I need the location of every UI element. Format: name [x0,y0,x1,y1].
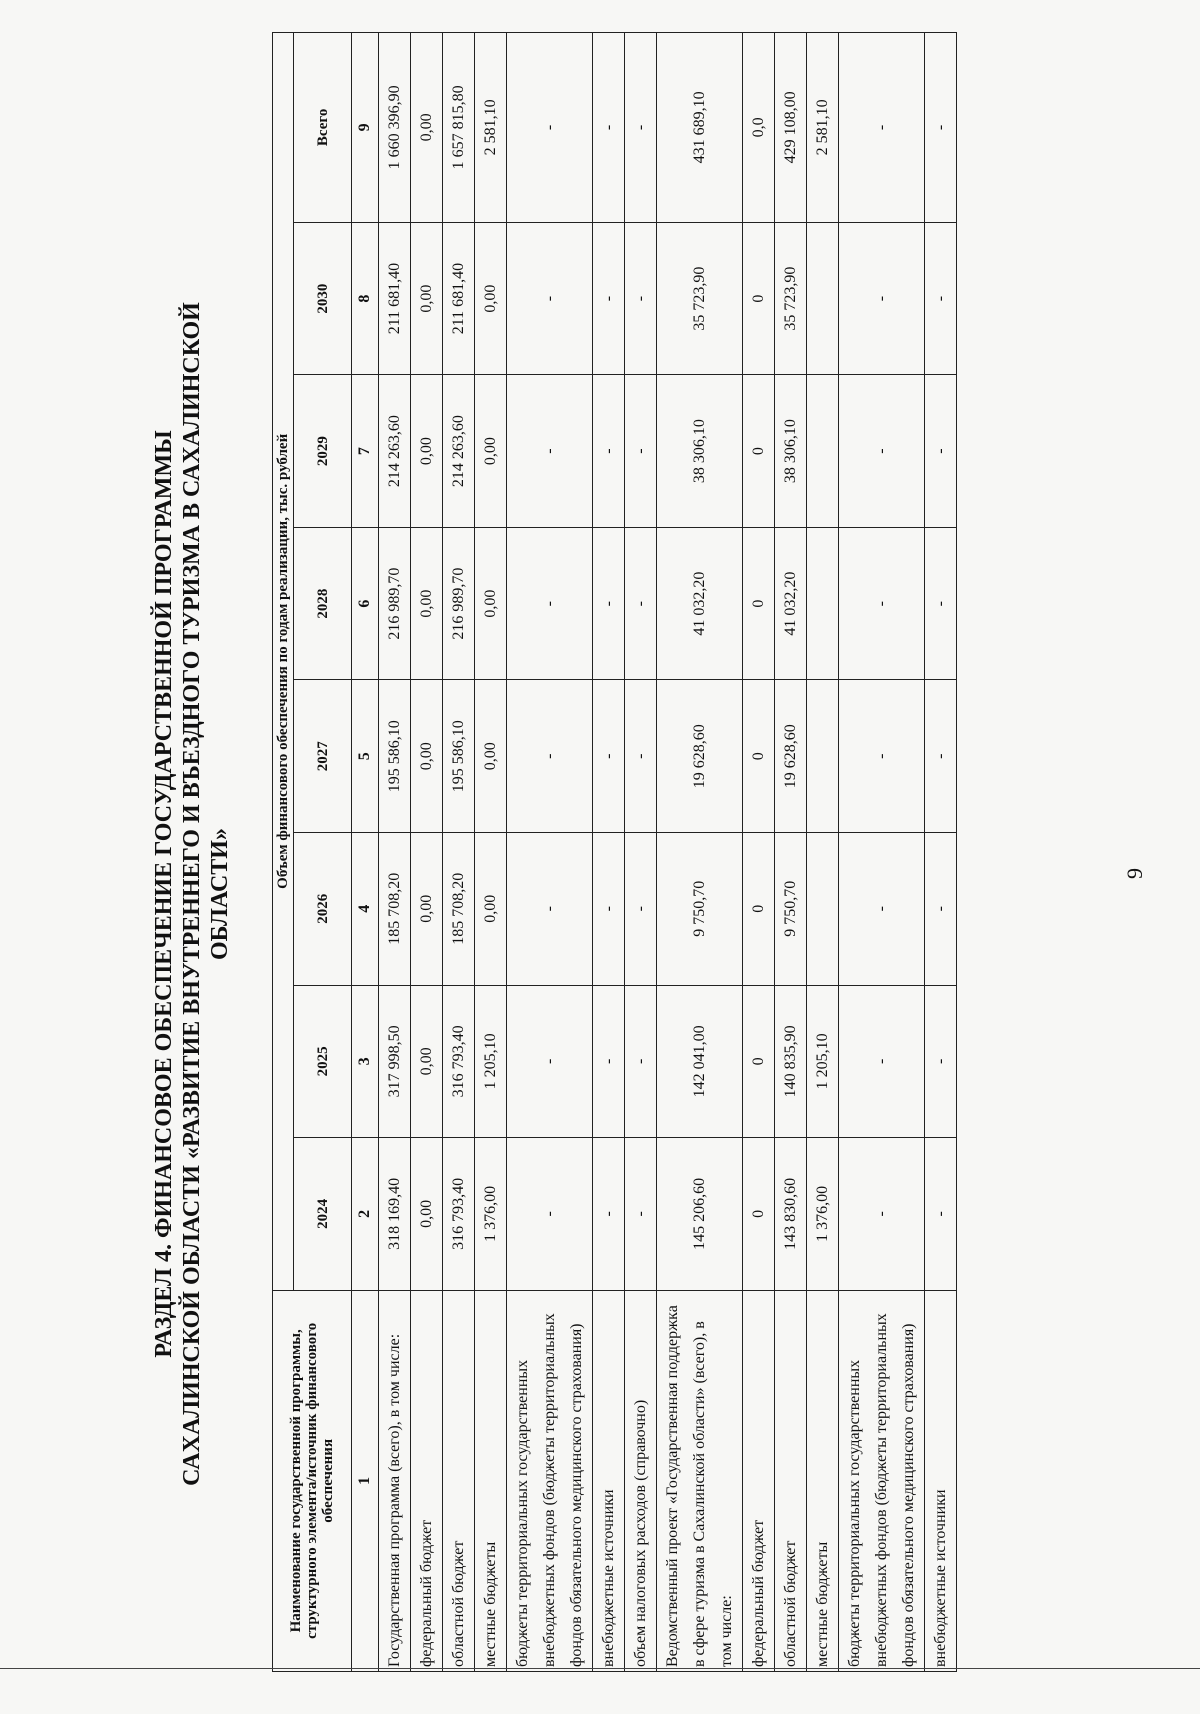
column-number: 8 [352,222,379,375]
value-cell: 38 306,10 [775,375,807,528]
value-cell: 211 681,40 [379,222,411,375]
value-cell: 0,00 [475,375,507,528]
column-number: 6 [352,527,379,680]
column-number: 2 [352,1138,379,1291]
value-cell: - [925,375,957,528]
value-cell [807,375,839,528]
value-cell: - [925,985,957,1138]
value-cell: - [593,375,625,528]
value-cell: 216 989,70 [443,527,475,680]
value-cell: - [593,985,625,1138]
value-cell: 0,00 [411,222,443,375]
value-cell: 0,00 [411,375,443,528]
table-row [625,33,657,1672]
row-name-cell: внебюджетные источники [925,1290,957,1671]
value-cell: 0 [743,985,775,1138]
value-cell: 1 205,10 [475,985,507,1138]
financing-table [272,32,957,1672]
heading-line-2: САХАЛИНСКОЙ ОБЛАСТИ «РАЗВИТИЕ ВНУТРЕННЕГО И ВЪЕЗДНОГО ТУРИЗМА В САХАЛИНСКОЙ [179,302,205,1486]
total-cell: - [925,33,957,223]
value-cell: - [593,1138,625,1291]
column-number: 1 [352,1290,379,1671]
table-row [507,33,593,1672]
value-cell: 316 793,40 [443,1138,475,1291]
row-name-cell: местные бюджеты [475,1290,507,1671]
total-cell: 2 581,10 [475,33,507,223]
table-row [839,33,925,1672]
value-cell: - [925,527,957,680]
value-cell: 214 263,60 [379,375,411,528]
value-cell: - [925,680,957,833]
value-cell: 38 306,10 [657,375,743,528]
table-row [593,33,625,1672]
page-number: 9 [1122,868,1147,879]
section-heading [150,154,234,1634]
table-row [807,33,839,1672]
column-number: 7 [352,375,379,528]
table-row [379,33,411,1672]
value-cell: 1 205,10 [807,985,839,1138]
page-bottom-rule [0,1668,1200,1669]
value-cell: - [625,1138,657,1291]
total-cell: - [839,33,925,223]
value-cell: - [507,832,593,985]
total-cell: - [507,33,593,223]
value-cell: 0,00 [475,527,507,680]
total-header: Всего [294,33,352,223]
total-cell: - [593,33,625,223]
value-cell: 185 708,20 [379,832,411,985]
value-cell: 0,00 [411,527,443,680]
value-cell: - [839,680,925,833]
column-number: 3 [352,985,379,1138]
year-header: 2030 [294,222,352,375]
table-body [379,33,957,1672]
value-cell: 0,00 [411,985,443,1138]
value-cell: - [625,527,657,680]
value-cell [807,832,839,985]
value-cell: - [507,222,593,375]
year-header: 2027 [294,680,352,833]
value-cell: 35 723,90 [657,222,743,375]
year-header: 2025 [294,985,352,1138]
value-cell: 0 [743,375,775,528]
value-cell: 0,00 [411,1138,443,1291]
value-cell: 216 989,70 [379,527,411,680]
column-number: 4 [352,832,379,985]
value-cell: 0 [743,680,775,833]
value-cell: 1 376,00 [475,1138,507,1291]
table-row [925,33,957,1672]
value-cell: - [839,527,925,680]
table-row [775,33,807,1672]
value-cell: 318 169,40 [379,1138,411,1291]
value-cell: - [839,1138,925,1291]
value-cell: 0,00 [411,832,443,985]
financing-group-header: Объем финансового обеспечения по годам реализации, тыс. рублей [273,33,294,1291]
value-cell: 0,00 [475,832,507,985]
column-number-row [352,33,379,1672]
total-cell: 429 108,00 [775,33,807,223]
table-row [411,33,443,1672]
row-name-cell: Ведомственный проект «Государственная поддержка в сфере туризма в Сахалинской области» (всего), в том числе: [657,1290,743,1671]
heading-line-3: ОБЛАСТИ» [207,828,233,960]
year-header: 2024 [294,1138,352,1291]
value-cell: 317 998,50 [379,985,411,1138]
value-cell: - [593,680,625,833]
value-cell: 0,00 [411,680,443,833]
value-cell: - [625,222,657,375]
value-cell: - [925,832,957,985]
value-cell: 41 032,20 [775,527,807,680]
value-cell: - [625,985,657,1138]
value-cell: 0 [743,527,775,680]
row-name-cell: местные бюджеты [807,1290,839,1671]
value-cell: - [839,832,925,985]
column-number: 9 [352,33,379,223]
row-name-cell: федеральный бюджет [411,1290,443,1671]
value-cell: 19 628,60 [657,680,743,833]
column-number: 5 [352,680,379,833]
value-cell: 316 793,40 [443,985,475,1138]
value-cell: 41 032,20 [657,527,743,680]
year-header: 2029 [294,375,352,528]
value-cell: - [507,527,593,680]
total-cell: 1 657 815,80 [443,33,475,223]
row-name-cell: бюджеты территориальных государственных внебюджетных фондов (бюджеты территориальных фондов обязательного медицинского страхования) [507,1290,593,1671]
value-cell: - [507,985,593,1138]
value-cell: 0 [743,1138,775,1291]
table-row [475,33,507,1672]
heading-line-1: РАЗДЕЛ 4. ФИНАНСОВОЕ ОБЕСПЕЧЕНИЕ ГОСУДАРСТВЕННОЙ ПРОГРАММЫ [151,430,177,1358]
year-header: 2026 [294,832,352,985]
row-name-cell: внебюджетные источники [593,1290,625,1671]
value-cell: - [625,680,657,833]
value-cell: 0 [743,832,775,985]
value-cell: - [839,375,925,528]
value-cell: 195 586,10 [443,680,475,833]
total-cell: 1 660 396,90 [379,33,411,223]
value-cell: - [839,985,925,1138]
value-cell [807,680,839,833]
value-cell: - [625,832,657,985]
value-cell: 195 586,10 [379,680,411,833]
name-column-header: Наименование государственной программы, структурного элемента/источник финансового обеспечения [273,1290,352,1671]
value-cell: 145 206,60 [657,1138,743,1291]
total-cell: 2 581,10 [807,33,839,223]
value-cell: 0,00 [475,222,507,375]
value-cell: - [593,222,625,375]
value-cell: - [925,1138,957,1291]
value-cell [807,527,839,680]
row-name-cell: федеральный бюджет [743,1290,775,1671]
row-name-cell: Государственная программа (всего), в том числе: [379,1290,411,1671]
total-cell: 431 689,10 [657,33,743,223]
value-cell: - [593,832,625,985]
value-cell: - [839,222,925,375]
value-cell: 35 723,90 [775,222,807,375]
value-cell: - [625,375,657,528]
total-cell: 0,0 [743,33,775,223]
table-row [743,33,775,1672]
value-cell: 1 376,00 [807,1138,839,1291]
value-cell: 143 830,60 [775,1138,807,1291]
header-row-1 [273,33,294,1672]
row-name-cell: бюджеты территориальных государственных внебюджетных фондов (бюджеты территориальных фондов обязательного медицинского страхования) [839,1290,925,1671]
row-name-cell: объем налоговых расходов (справочно) [625,1290,657,1671]
row-name-cell: областной бюджет [443,1290,475,1671]
value-cell: 140 835,90 [775,985,807,1138]
row-name-cell: областной бюджет [775,1290,807,1671]
total-cell: 0,00 [411,33,443,223]
value-cell: 214 263,60 [443,375,475,528]
value-cell: - [593,527,625,680]
total-cell: - [625,33,657,223]
value-cell: - [507,680,593,833]
value-cell: 0 [743,222,775,375]
value-cell: 185 708,20 [443,832,475,985]
table-row [657,33,743,1672]
table-row [443,33,475,1672]
value-cell: - [925,222,957,375]
value-cell: 142 041,00 [657,985,743,1138]
value-cell: - [507,375,593,528]
value-cell: 9 750,70 [775,832,807,985]
value-cell: 211 681,40 [443,222,475,375]
value-cell [807,222,839,375]
year-header: 2028 [294,527,352,680]
value-cell: - [507,1138,593,1291]
value-cell: 19 628,60 [775,680,807,833]
value-cell: 9 750,70 [657,832,743,985]
value-cell: 0,00 [475,680,507,833]
